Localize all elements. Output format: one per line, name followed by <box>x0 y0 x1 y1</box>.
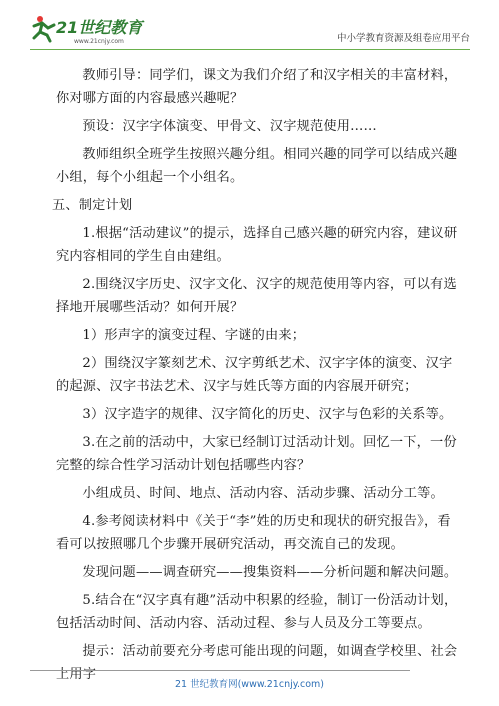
paragraph-item-2: 2）围绕汉字篆刻艺术、汉字剪纸艺术、汉字字体的演变、汉字的起源、汉字书法艺术、汉字与姓氏等方面的内容展开研究； <box>56 356 453 394</box>
paragraph-step-2: 2.围绕汉字历史、汉字文化、汉字的规范使用等内容，可以有选择地开展哪些活动？如何开展？ <box>56 277 457 315</box>
page-footer: 21 世纪教育网(www.21cnjy.com) <box>174 679 325 690</box>
paragraph-answer-3: 小组成员、时间、地点、活动内容、活动步骤、活动分工等。 <box>82 486 444 501</box>
brand-logo <box>30 14 160 46</box>
logo-url: www.21cnjy.com <box>74 38 124 45</box>
paragraph-step-3: 3.在之前的活动中，大家已经制订过活动计划。回忆一下，一份完整的综合性学习活动计划包括哪些内容？ <box>56 435 457 473</box>
section-heading-plan: 五、制定计划 <box>52 198 133 213</box>
document-body <box>52 64 460 691</box>
paragraph-step-1: 1.根据“活动建议”的提示，选择自己感兴趣的研究内容，建议研究内容相同的学生自由建组。 <box>56 226 458 264</box>
paragraph-item-3: 3）汉字造字的规律、汉字简化的历史、汉字与色彩的关系等。 <box>82 407 453 422</box>
page-header <box>30 14 470 48</box>
footer-divider <box>30 670 410 671</box>
header-divider <box>30 49 470 50</box>
paragraph-preset: 预设：汉字字体演变、甲骨文、汉字规范使用…… <box>82 119 377 134</box>
paragraph-step-4: 4.参考阅读材料中《关于“李”姓的历史和现状的研究报告》，看看可以按照哪几个步骤开展研究活动，再交流自己的发现。 <box>56 514 451 552</box>
paragraph-item-1: 1）形声字的演变过程、字谜的由来； <box>82 328 306 343</box>
paragraph-teacher-guide: 教师引导：同学们，课文为我们介绍了和汉字相关的丰富材料，你对哪方面的内容最感兴趣呢？ <box>56 68 458 106</box>
paragraph-tip: 提示：活动前要充分考虑可能出现的问题，如调查学校里、社会上用字 <box>56 644 458 682</box>
platform-title: 中小学教育资源及组卷应用平台 <box>336 33 470 44</box>
paragraph-grouping: 教师组织全班学生按照兴趣分组。相同兴趣的同学可以结成兴趣小组，每个小组起一个小组名。 <box>56 147 458 185</box>
logo-wordmark: 21世纪教育 <box>56 18 143 37</box>
paragraph-step-5: 5.结合在“汉字真有趣”活动中积累的经验，制订一份活动计划，包括活动时间、活动内容、活动过程、参与人员及分工等要点。 <box>56 593 458 631</box>
runner-icon <box>34 16 54 41</box>
paragraph-answer-4: 发现问题——调查研究——搜集资料——分析问题和解决问题。 <box>82 565 458 580</box>
